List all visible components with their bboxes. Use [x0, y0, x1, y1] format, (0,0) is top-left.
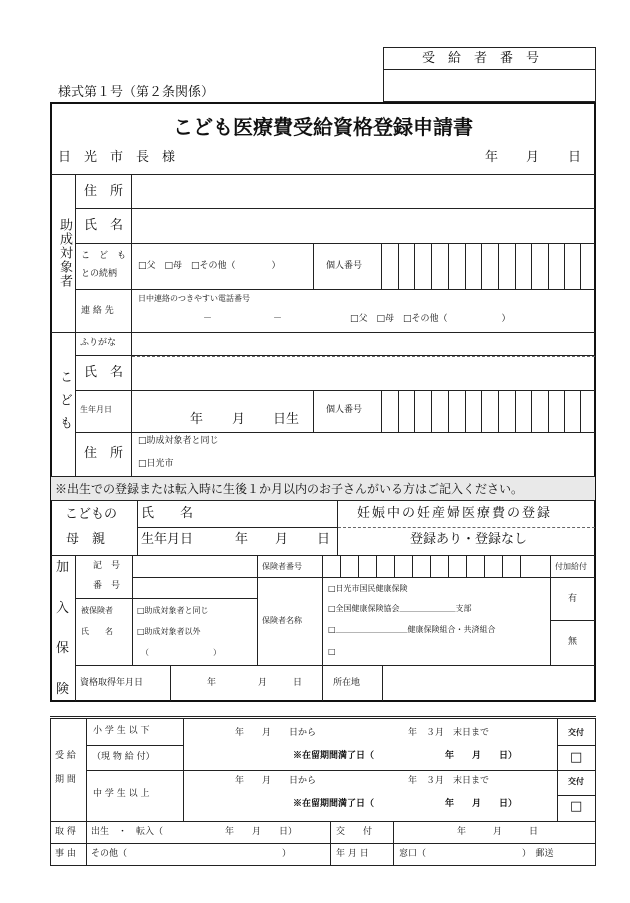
child-my-number-label: 個人番号 [326, 405, 363, 415]
child-name-field[interactable] [132, 357, 595, 390]
insured-label-2: 氏 名 [81, 627, 113, 636]
child-dob-label: 生年月日 [80, 405, 112, 414]
child-section-label: こども [57, 370, 72, 439]
mother-dob-month: 月 [275, 532, 289, 547]
child-dob-day: 日生 [273, 412, 300, 427]
elem-from: 年 月 日から [235, 728, 317, 738]
reason-birth[interactable]: 出生 ・ 転入（ [91, 827, 164, 837]
insurance-label-4: 険 [56, 682, 70, 697]
mother-name-field[interactable] [200, 501, 336, 526]
extra-benefit-yes[interactable]: 有 [568, 594, 578, 604]
insurance-label-3: 保 [56, 641, 70, 656]
newborn-note: ※出生での登録または転入時に生後１か月以内のお子さんがいる方はご記入ください。 [55, 482, 524, 496]
date-month: 月 [526, 150, 540, 165]
elementary-label-2: （現 物 給 付） [92, 752, 155, 762]
pregnancy-title: 妊娠中の妊産婦医療費の登録 [357, 506, 553, 521]
phone-dash-2: － [273, 314, 283, 324]
child-address-option-1[interactable]: □助成対象者と同じ [138, 436, 219, 446]
elem-issue-label: 交付 [568, 727, 584, 737]
child-address-label: 住 所 [84, 446, 124, 461]
recipient-section-label: 助成対象者 [57, 218, 72, 288]
insurer-option-2[interactable]: □全国健康保険協会＿＿＿＿＿＿＿支部 [328, 604, 472, 613]
issued-date: 年 月 日 [457, 827, 539, 837]
mother-label-1: こどもの [65, 507, 118, 522]
form-title: こども医療費受給資格登録申請書 [173, 115, 473, 139]
window-label[interactable]: 窓口（ [399, 849, 427, 859]
contact-note: 日中連絡のつきやすい電話番号 [138, 294, 250, 303]
relation-options[interactable]: □父 □母 □その他（ ） [138, 261, 281, 271]
extra-benefit-no[interactable]: 無 [568, 637, 578, 647]
location-field[interactable] [383, 666, 594, 700]
elem-stay: ※在留期間満了日（ [293, 751, 375, 761]
recipient-name-label: 氏 名 [84, 218, 124, 233]
location-label: 所在地 [333, 678, 361, 688]
elem-issue-checkbox[interactable]: □ [570, 750, 583, 765]
contact-label: 連 絡 先 [81, 306, 114, 316]
child-furigana-field[interactable] [132, 333, 595, 355]
issued-label-2: 年 月 日 [336, 849, 369, 859]
insured-option-3[interactable]: （ ） [141, 648, 221, 657]
elem-to: 年 ３月 末日まで [408, 728, 490, 738]
acquired-date-label: 資格取得年月日 [80, 678, 144, 688]
insurance-number-label: 番 号 [93, 581, 121, 591]
insurer-number-label: 保険者番号 [262, 562, 302, 571]
insurer-option-3[interactable]: □＿＿＿＿＿＿＿＿＿健康保険組合・共済組合 [328, 625, 496, 634]
insurance-symbol-label: 記 号 [93, 561, 121, 571]
recipient-number-label: 受 給 者 番 号 [422, 51, 540, 66]
period-label-1: 受 給 [55, 751, 76, 761]
form-number: 様式第１号（第２条関係） [58, 85, 215, 100]
acq-year: 年 [207, 678, 217, 688]
insurer-option-4[interactable]: □ [328, 647, 336, 656]
recipient-address-field[interactable] [132, 175, 595, 208]
child-name-label: 氏 名 [84, 365, 124, 380]
mother-dob-day: 日 [317, 532, 331, 547]
extra-benefit-label: 付加給付 [555, 562, 587, 571]
reason-other[interactable]: その他（ [91, 849, 128, 859]
date-year: 年 [485, 150, 499, 165]
junior-from: 年 月 日から [235, 776, 317, 786]
furigana-label: ふりがな [80, 338, 117, 348]
recipient-name-field[interactable] [132, 209, 595, 243]
mother-dob-label: 生年月日 [141, 532, 194, 547]
mail-label[interactable]: ） 郵送 [522, 849, 554, 859]
insured-option-2[interactable]: □助成対象者以外 [137, 627, 201, 636]
mother-dob-year: 年 [235, 532, 249, 547]
junior-to: 年 ３月 末日まで [408, 776, 490, 786]
junior-issue-checkbox[interactable]: □ [570, 799, 583, 814]
period-label-2: 期 間 [55, 775, 76, 785]
insurer-name-label: 保険者名称 [262, 616, 302, 625]
elem-stay-date: 年 月 日） [445, 751, 518, 761]
reason-label-2: 事 由 [55, 849, 76, 859]
contact-relation[interactable]: □父 □母 □その他（ ） [350, 314, 511, 324]
relation-label-1: こ ど も [81, 251, 127, 261]
acq-day: 日 [293, 678, 303, 688]
recipient-address-label: 住 所 [84, 184, 124, 199]
relation-label-2: との続柄 [81, 269, 118, 279]
issued-label-1: 交 付 [336, 827, 373, 837]
insurer-option-1[interactable]: □日光市国民健康保険 [328, 584, 408, 593]
junior-label: 中 学 生 以 上 [93, 789, 150, 799]
recipient-number-field[interactable] [384, 70, 595, 101]
child-address-option-2[interactable]: □日光市 [138, 459, 174, 469]
junior-stay-date: 年 月 日） [445, 799, 518, 809]
insurance-label-1: 加 [56, 560, 70, 575]
elementary-label-1: 小 学 生 以 下 [93, 726, 150, 736]
insured-option-1[interactable]: □助成対象者と同じ [137, 606, 209, 615]
insured-label-1: 被保険者 [81, 606, 113, 615]
pregnancy-options[interactable]: 登録あり・登録なし [410, 532, 528, 547]
reason-birth-date: 年 月 日） [225, 827, 298, 837]
junior-stay: ※在留期間満了日（ [293, 799, 375, 809]
date-day: 日 [568, 150, 582, 165]
child-dob-year: 年 [190, 412, 204, 427]
reason-label-1: 取 得 [55, 827, 76, 837]
reason-other-close: ） [282, 849, 292, 859]
acq-month: 月 [258, 678, 268, 688]
child-dob-month: 月 [232, 412, 246, 427]
phone-dash-1: － [203, 314, 213, 324]
junior-issue-label: 交付 [568, 776, 584, 786]
mother-name-label: 氏 名 [141, 506, 194, 521]
mother-label-2: 母 親 [66, 532, 106, 547]
recipient-my-number-label: 個人番号 [326, 261, 363, 271]
insurance-label-2: 入 [56, 601, 70, 616]
phone-field[interactable] [138, 308, 338, 328]
addressee: 日 光 市 長 様 [58, 150, 176, 165]
